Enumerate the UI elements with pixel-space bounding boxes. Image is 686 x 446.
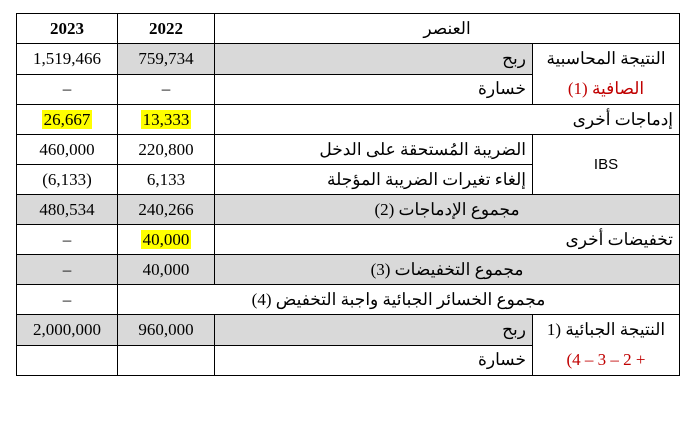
accounting-profit-2023: 1,519,466 (17, 44, 118, 75)
ibs-label: IBS (533, 135, 680, 195)
tax-profit-2023: 2,000,000 (17, 315, 118, 346)
other-reintegrations-label: إدماجات أخرى (215, 105, 680, 135)
deductible-losses-label: مجموع الخسائر الجبائية واجبة التخفيض (4) (118, 285, 680, 315)
total-deductions-2023: – (17, 255, 118, 285)
other-deductions-row (17, 225, 680, 255)
tax-due-2022: 220,800 (118, 135, 215, 165)
header-item: العنصر (215, 14, 680, 44)
accounting-result-label (533, 44, 680, 105)
total-deductions-label: مجموع التخفيضات (3) (215, 255, 680, 285)
tax-profit-2022: 960,000 (118, 315, 215, 346)
tax-due-2023: 460,000 (17, 135, 118, 165)
other-reintegrations-2023: 26,667 (43, 109, 91, 129)
tax-due-row (17, 135, 680, 165)
accounting-loss-label: خسارة (215, 74, 533, 105)
total-deductions-row (17, 255, 680, 285)
deductible-losses-row (17, 285, 680, 315)
deferred-tax-label: إلغاء تغيرات الضريبة المؤجلة (215, 165, 533, 195)
deferred-tax-2022: 6,133 (118, 165, 215, 195)
accounting-result-label-line2: الصافية (1) (567, 79, 645, 98)
header-row (17, 14, 680, 44)
tax-result-label (533, 315, 680, 376)
deferred-tax-2023: (6,133) (17, 165, 118, 195)
tax-due-label: الضريبة المُستحقة على الدخل (215, 135, 533, 165)
tax-result-label-line1: النتيجة الجبائية (1 (546, 320, 666, 339)
total-deductions-2022: 40,000 (118, 255, 215, 285)
accounting-loss-2023: – (17, 74, 118, 105)
deductible-losses-2023: – (17, 285, 118, 315)
total-reintegrations-2023: 480,534 (17, 195, 118, 225)
tax-loss-2023 (17, 345, 118, 376)
other-reintegrations-row (17, 105, 680, 135)
header-2023: 2023 (17, 14, 118, 44)
tax-loss-label: خسارة (215, 345, 533, 376)
total-reintegrations-2022: 240,266 (118, 195, 215, 225)
accounting-loss-2022: – (118, 74, 215, 105)
tax-result-label-line2: + 2 – 3 – 4) (566, 350, 646, 369)
other-deductions-label: تخفيضات أخرى (215, 225, 680, 255)
other-reintegrations-2022: 13,333 (142, 109, 190, 129)
other-deductions-2023: – (17, 225, 118, 255)
tax-result-table (16, 13, 680, 376)
accounting-result-label-line1: النتيجة المحاسبية (546, 49, 666, 68)
accounting-profit-label: ربح (215, 44, 533, 75)
tax-profit-row (17, 315, 680, 346)
tax-loss-2022 (118, 345, 215, 376)
accounting-profit-2022: 759,734 (118, 44, 215, 75)
other-deductions-2022: 40,000 (142, 229, 190, 249)
total-reintegrations-row (17, 195, 680, 225)
total-reintegrations-label: مجموع الإدماجات (2) (215, 195, 680, 225)
accounting-profit-row (17, 44, 680, 75)
tax-profit-label: ربح (215, 315, 533, 346)
header-2022: 2022 (118, 14, 215, 44)
